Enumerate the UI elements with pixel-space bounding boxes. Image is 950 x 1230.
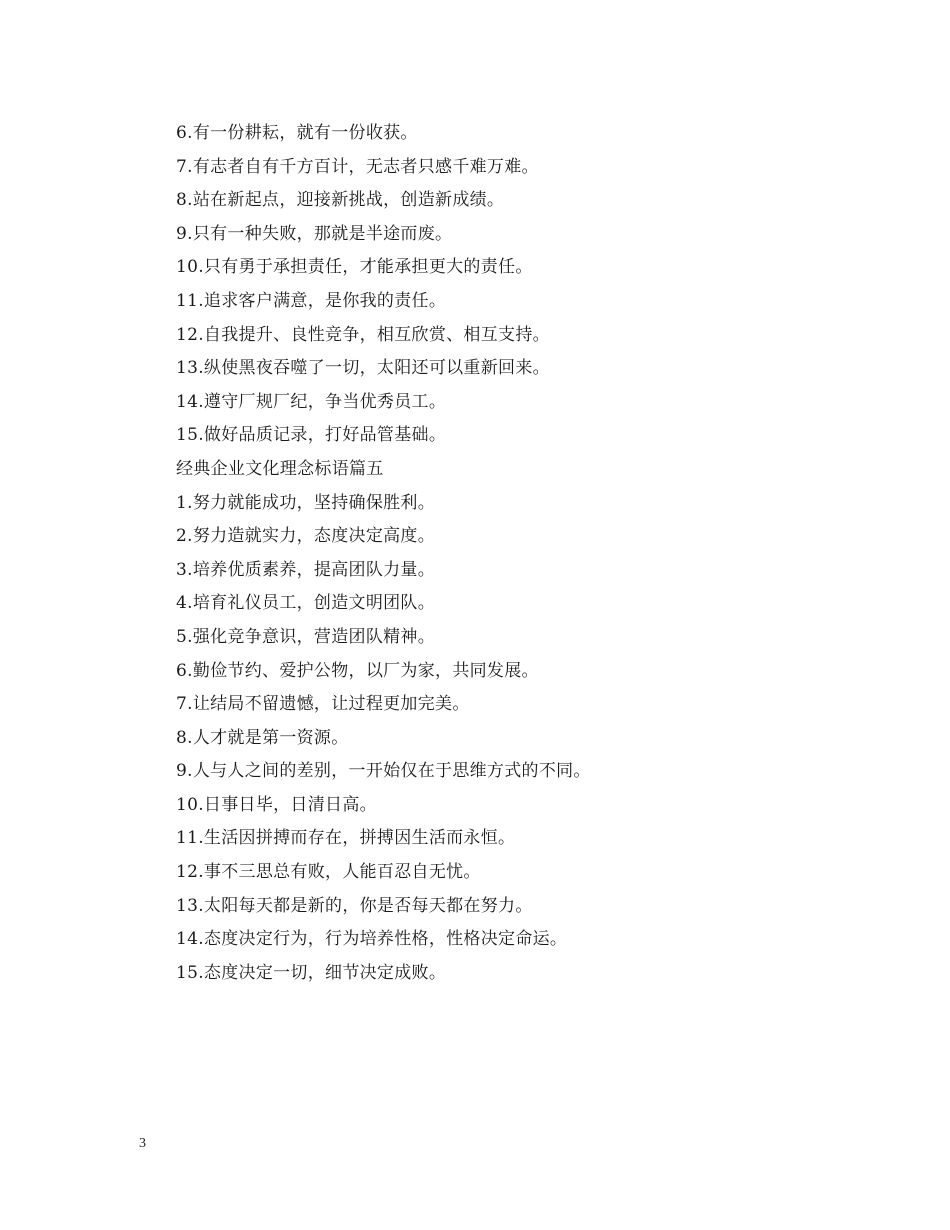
section-heading: 经典企业文化理念标语篇五 — [176, 458, 384, 479]
list-item: 1.努力就能成功，坚持确保胜利。 — [176, 492, 436, 513]
list-item: 8.人才就是第一资源。 — [176, 727, 349, 748]
list-item: 8.站在新起点，迎接新挑战，创造新成绩。 — [176, 190, 505, 211]
list-item: 6.有一份耕耘，就有一份收获。 — [176, 123, 418, 143]
document-body — [176, 117, 876, 990]
list-item: 10.只有勇于承担责任，才能承担更大的责任。 — [176, 257, 533, 278]
list-item: 15.态度决定一切，细节决定成败。 — [176, 962, 447, 983]
list-item: 9.只有一种失败，那就是半途而废。 — [176, 223, 453, 244]
list-item: 5.强化竞争意识，营造团队精神。 — [176, 626, 436, 647]
list-item: 12.自我提升、良性竞争，相互欣赏、相互支持。 — [176, 324, 550, 345]
list-item: 11.生活因拼搏而存在，拼搏因生活而永恒。 — [176, 828, 516, 849]
list-item: 13.纵使黑夜吞噬了一切，太阳还可以重新回来。 — [176, 358, 550, 379]
list-item: 14.态度决定行为，行为培养性格，性格决定命运。 — [176, 929, 568, 950]
list-item: 11.追求客户满意，是你我的责任。 — [176, 290, 447, 311]
page-number: 3 — [139, 1136, 146, 1151]
list-item: 7.让结局不留遗憾，让过程更加完美。 — [176, 694, 470, 715]
list-item: 14.遵守厂规厂纪，争当优秀员工。 — [176, 391, 447, 412]
list-item: 13.太阳每天都是新的，你是否每天都在努力。 — [176, 895, 533, 916]
list-item: 3.培养优质素养，提高团队力量。 — [176, 559, 436, 580]
list-item: 7.有志者自有千方百计，无志者只感千难万难。 — [176, 156, 539, 177]
list-item: 2.努力造就实力，态度决定高度。 — [176, 526, 436, 547]
list-item: 10.日事日毕，日清日高。 — [176, 794, 377, 815]
list-item: 6.勤俭节约、爱护公物，以厂为家，共同发展。 — [176, 660, 539, 681]
list-item: 4.培育礼仪员工，创造文明团队。 — [176, 593, 436, 614]
list-item: 9.人与人之间的差别，一开始仅在于思维方式的不同。 — [176, 761, 591, 782]
list-item: 12.事不三思总有败，人能百忍自无忧。 — [176, 862, 481, 883]
list-item: 15.做好品质记录，打好品管基础。 — [176, 425, 447, 446]
